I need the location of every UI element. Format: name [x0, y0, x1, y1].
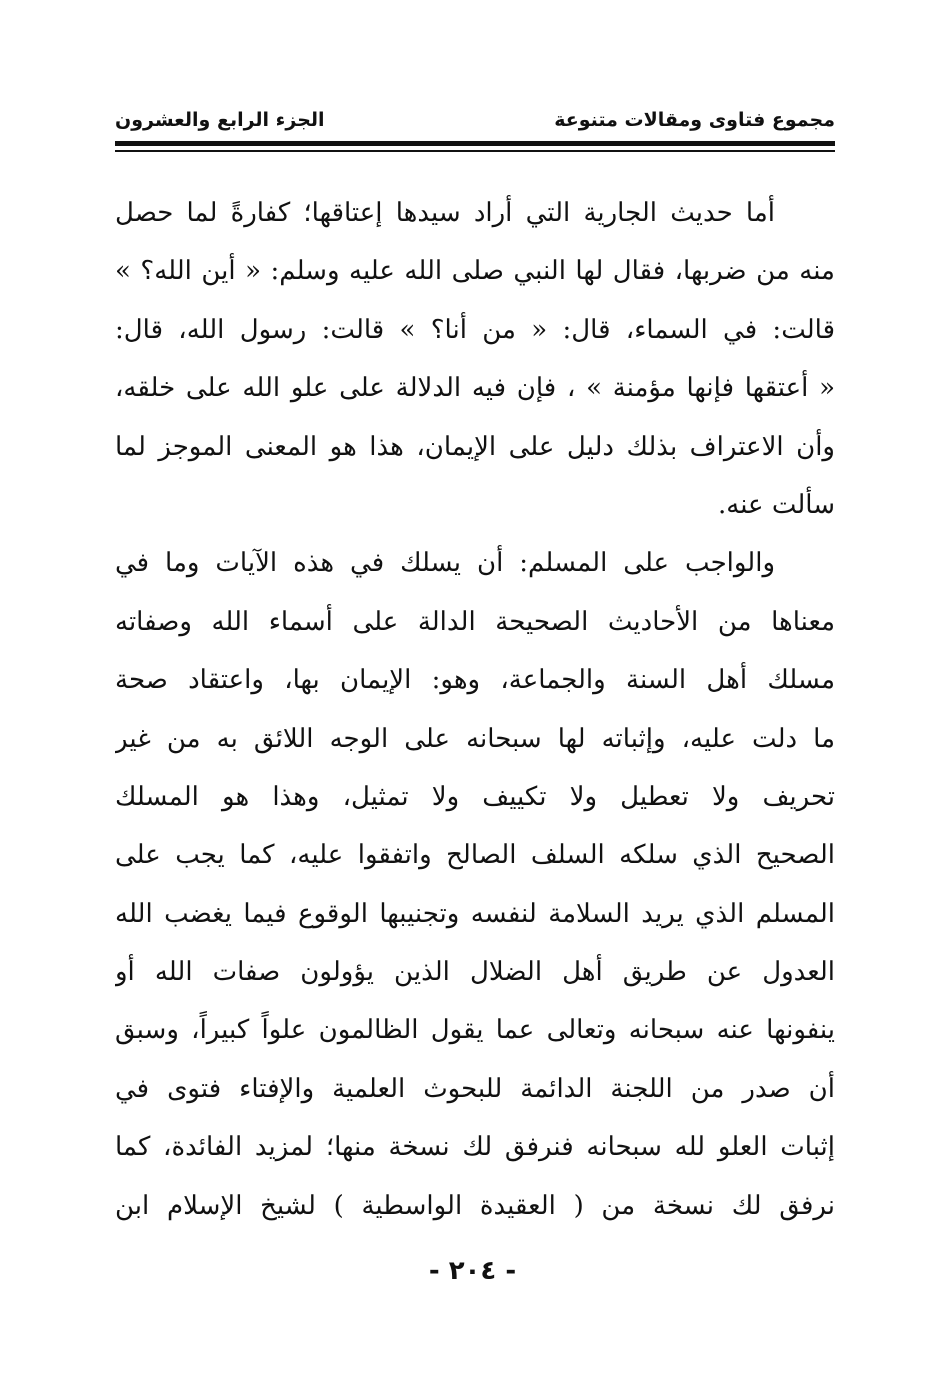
header-rule-thick: [115, 141, 835, 146]
text-line: الصحيح الذي سلكه السلف الصالح واتفقوا عليه، كما يجب على: [115, 840, 835, 871]
text-line: مسلك أهل السنة والجماعة، وهو: الإيمان بها، واعتقاد صحة: [115, 665, 835, 696]
text-line: منه من ضربها، فقال لها النبي صلى الله عليه وسلم: « أين الله؟ »: [115, 256, 835, 287]
header-rule-thin: [115, 150, 835, 152]
text-line: ما دلت عليه، وإثباته لها سبحانه على الوجه اللائق به من غير: [115, 723, 835, 754]
text-line: معناها من الأحاديث الصحيحة الدالة على أسماء الله وصفاته: [115, 606, 835, 637]
text-line: سألت عنه.: [718, 489, 835, 520]
text-line: وأن الاعتراف بذلك دليل على الإيمان، هذا هو المعنى الموجز لما: [115, 431, 835, 462]
text-line: أن صدر من اللجنة الدائمة للبحوث العلمية والإفتاء فتوى في: [115, 1073, 835, 1104]
text-line: المسلم الذي يريد السلامة لنفسه وتجنيبها الوقوع فيما يغضب الله: [115, 898, 835, 929]
text-line: إثبات العلو لله سبحانه فنرفق لك نسخة منها؛ لمزيد الفائدة، كما: [115, 1132, 835, 1163]
text-line: قالت: في السماء، قال: « من أنا؟ » قالت: رسول الله، قال:: [115, 314, 835, 345]
page-body: [115, 184, 835, 1235]
text-line: العدول عن طريق أهل الضلال الذين يؤولون صفات الله أو: [115, 957, 835, 988]
text-line: أما حديث الجارية التي أراد سيدها إعتاقها؛ كفارةً لما حصل: [115, 198, 775, 228]
book-title: مجموع فتاوى ومقالات متنوعة: [554, 109, 835, 131]
page-number: - ٢٠٤ -: [428, 1256, 517, 1286]
volume-label: الجزء الرابع والعشرون: [115, 109, 325, 131]
text-line: ينفونها عنه سبحانه وتعالى عما يقول الظالمون علواً كبيراً، وسبق: [115, 1015, 835, 1046]
text-line: والواجب على المسلم: أن يسلك في هذه الآيات وما في: [115, 548, 775, 579]
text-line: نرفق لك نسخة من ( العقيدة الواسطية ) لشيخ الإسلام ابن: [115, 1190, 835, 1221]
text-line: تحريف ولا تعطيل ولا تكييف ولا تمثيل، وهذا هو المسلك: [115, 781, 835, 812]
text-line: « أعتقها فإنها مؤمنة » ، فإن فيه الدلالة على علو الله على خلقه،: [115, 373, 835, 404]
running-header: [115, 106, 835, 134]
